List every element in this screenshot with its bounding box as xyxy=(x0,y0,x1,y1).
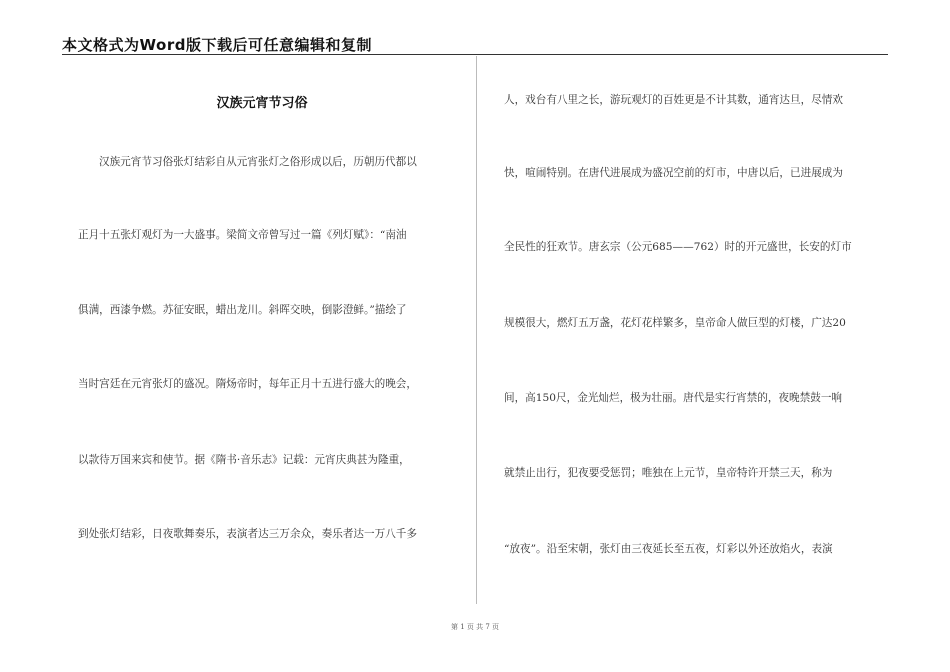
text-line: 当时宫廷在元宵张灯的盛况。隋炀帝时，每年正月十五进行盛大的晚会， xyxy=(78,378,417,390)
text-line: 以款待万国来宾和使节。据《隋书·音乐志》记载：元宵庆典甚为隆重， xyxy=(78,454,410,466)
text-line: 规模很大，燃灯五万盏，花灯花样繁多，皇帝命人做巨型的灯楼，广达20 xyxy=(504,317,846,329)
text-line: 人，戏台有八里之长，游玩观灯的百姓更是不计其数，通宵达旦，尽情欢 xyxy=(504,94,843,106)
article-title: 汉族元宵节习俗 xyxy=(216,96,308,111)
banner-rule xyxy=(62,54,888,55)
text-line: “放夜”。沿至宋朝，张灯由三夜延长至五夜，灯彩以外还放焰火，表演 xyxy=(504,543,833,555)
text-line: 汉族元宵节习俗张灯结彩自从元宵张灯之俗形成以后，历朝历代都以 xyxy=(99,156,417,168)
document-banner: 本文格式为Word版下载后可任意编辑和复制 xyxy=(62,36,372,54)
text-line: 正月十五张灯观灯为一大盛事。梁简文帝曾写过一篇《列灯赋》：“南油 xyxy=(78,229,407,241)
text-line: 间，高150尺，金光灿烂，极为壮丽。唐代是实行宵禁的，夜晚禁鼓一响 xyxy=(504,392,843,404)
text-line: 全民性的狂欢节。唐玄宗（公元685——762）时的开元盛世，长安的灯市 xyxy=(504,241,852,253)
column-divider xyxy=(476,56,477,604)
page-number-footer: 第 1 页 共 7 页 xyxy=(450,623,500,631)
text-line: 就禁止出行，犯夜要受惩罚；唯独在上元节，皇帝特许开禁三天，称为 xyxy=(504,467,833,479)
text-line: 到处张灯结彩，日夜歌舞奏乐，表演者达三万余众，奏乐者达一万八千多 xyxy=(78,528,417,540)
text-line: 快，喧闹特别。在唐代进展成为盛况空前的灯市，中唐以后，已进展成为 xyxy=(504,167,843,179)
text-line: 俱满，西漆争燃。苏征安眠，蜡出龙川。斜晖交映，倒影澄鲜。”描绘了 xyxy=(78,304,407,316)
